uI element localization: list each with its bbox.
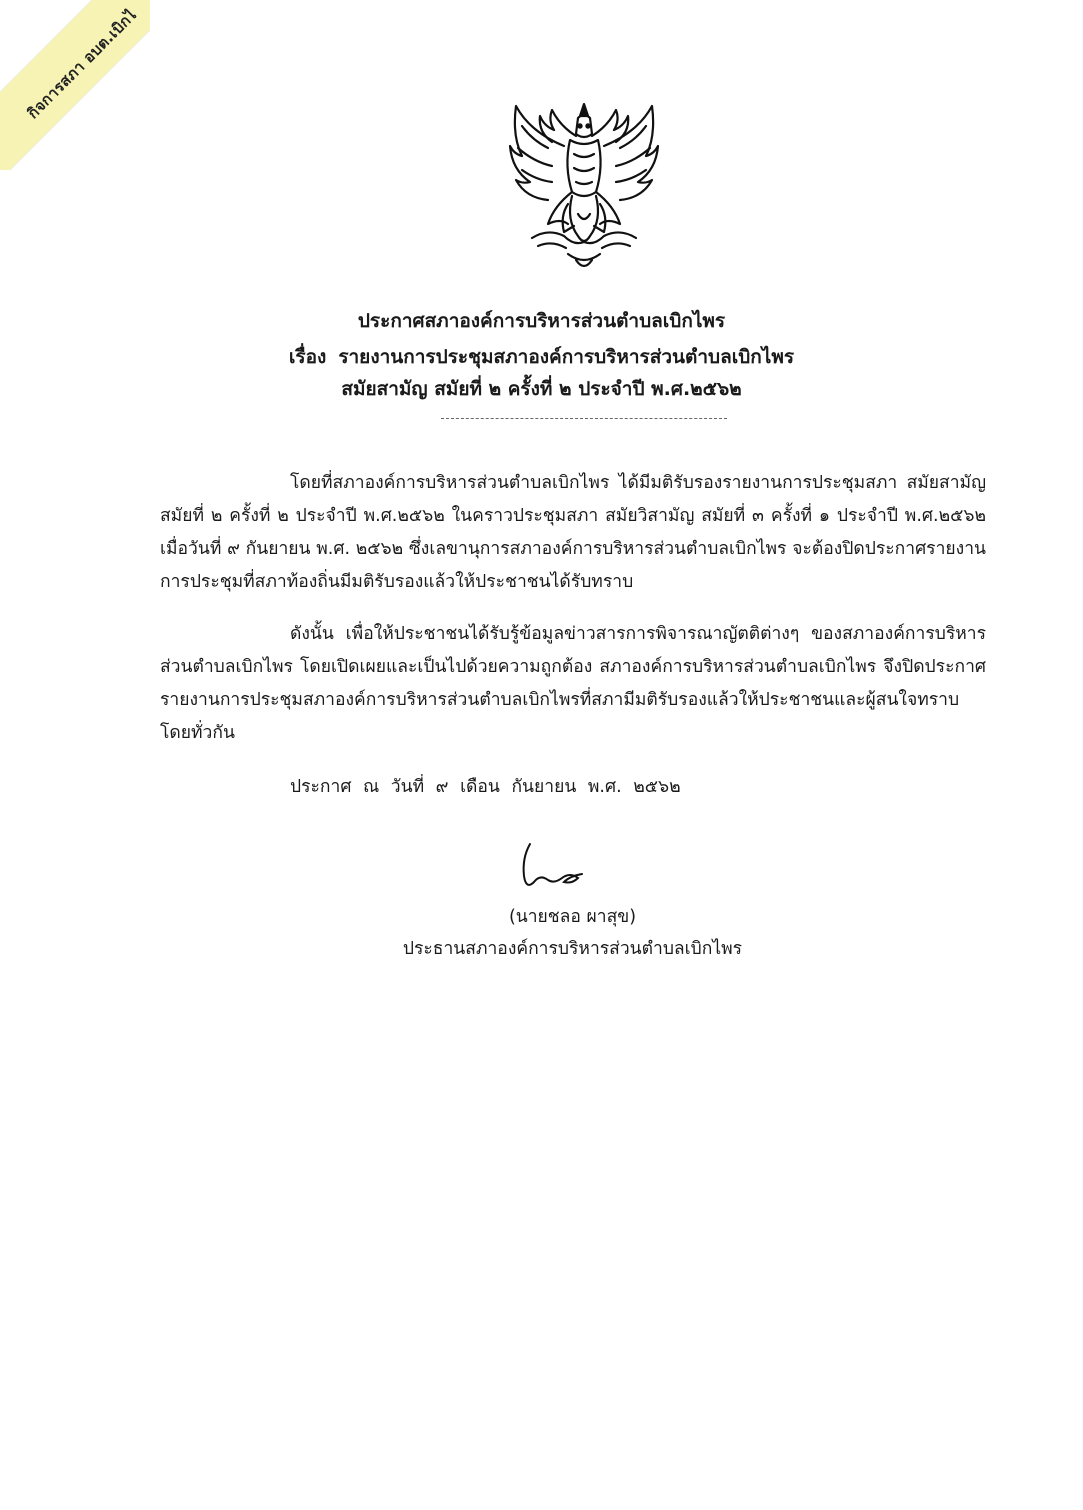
corner-tab-label: กิจการสภา อบต.เบิกไ [23,5,141,123]
subject-text: รายงานการประชุมสภาองค์การบริหารส่วนตำบลเบิกไพร [338,346,795,368]
signer-name: (นายชลอ ผาสุข) [508,907,637,927]
body-paragraph-1: โดยที่สภาองค์การบริหารส่วนตำบลเบิกไพร ได้มีมติรับรองรายงานการประชุมสภา สมัยสามัญ สมัยที่ ๒ ครั้งที่ ๒ ประจำปี พ.ศ.๒๕๖๒ ในคราวประชุมสภา สมัยวิสามัญ สมัยที่ ๓ ครั้งที่ ๑ ประจำปี พ.ศ.๒๕๖๒ เมื่อวันที่ ๙ กันยายน พ.ศ. ๒๕๖๒ ซึ่งเลขานุการสภาองค์การบริหารส่วนตำบลเบิกไพร จะต้องปิดประกาศรายงานการประชุมที่สภาท้องถิ่นมีมติรับรองแล้วให้ประชาชนได้รับทราบ [160,473,986,592]
signer-title: ประธานสภาองค์การบริหารส่วนตำบลเบิกไพร [402,939,743,959]
announcement-heading: ประกาศสภาองค์การบริหารส่วนตำบลเบิกไพร [357,310,726,332]
body-paragraph-2: ดังนั้น เพื่อให้ประชาชนได้รับรู้ข้อมูลข่าวสารการพิจารณาญัตติต่างๆ ของสภาองค์การบริหารส่วนตำบลเบิกไพร โดยเปิดเผยและเป็นไปด้วยความถูกต้อง สภาองค์การบริหารส่วนตำบลเบิกไพร จึงปิดประกาศรายงานการประชุมสภาองค์การบริหารส่วนตำบลเบิกไพรที่สภามีมติรับรองแล้วให้ประชาชนและผู้สนใจทราบโดยทั่วกัน [160,624,986,743]
signature-mark [510,838,590,896]
garuda-emblem-icon [508,96,660,274]
subject-key: เรื่อง [288,346,327,368]
heading-divider [441,418,727,419]
subject-line [0,342,1083,372]
corner-tab [0,0,150,170]
announcement-date-line: ประกาศ ณ วันที่ ๙ เดือน กันยายน พ.ศ. ๒๕๖๒ [290,777,681,797]
session-line: สมัยสามัญ สมัยที่ ๒ ครั้งที่ ๒ ประจำปี พ.ศ.๒๕๖๒ [341,378,742,400]
